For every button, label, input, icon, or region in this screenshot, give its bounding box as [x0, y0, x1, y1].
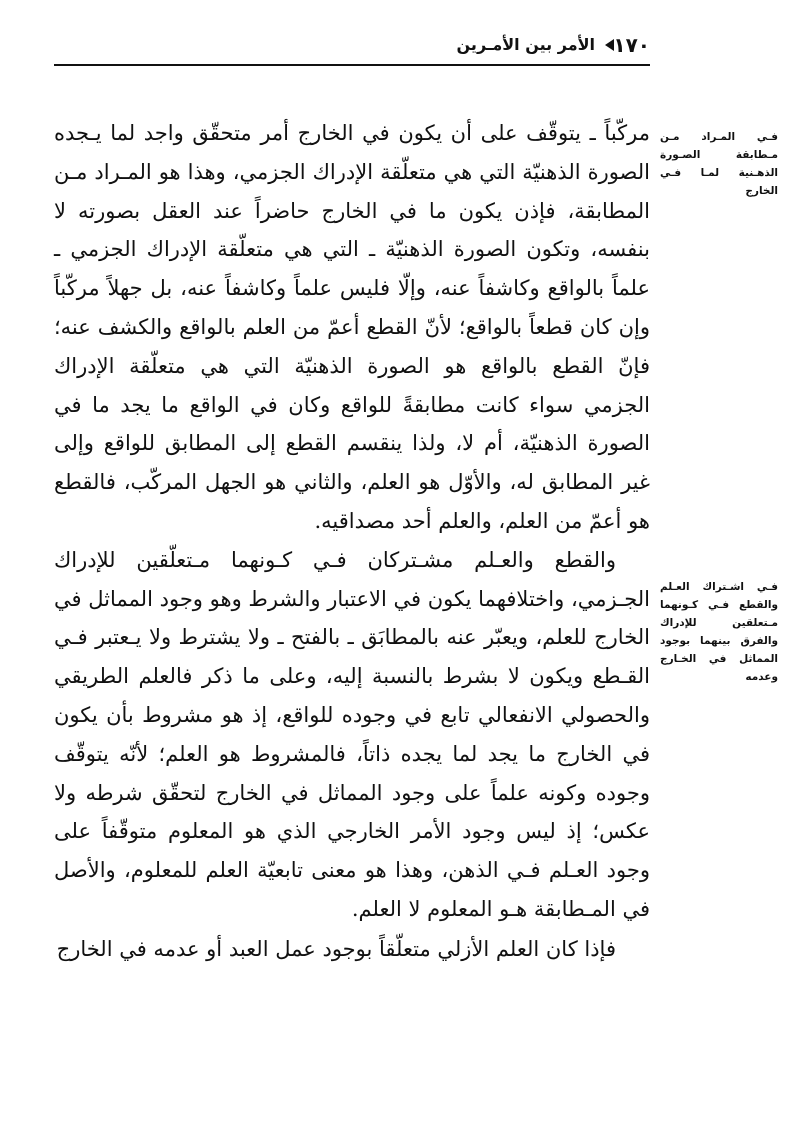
running-title: الأمر بين الأمـرين: [456, 35, 595, 54]
paragraph: مركّباً ـ يتوقّف على أن يكون في الخارج أمر متحقّق واجد لما يـجده الصورة الذهنيّة التي هي متعلّقة الإدراك الجزمي، وهذا هو المـراد مـن المطابقة، فإذن يكون ما في الخارج حاضراً عند العقل بصورته لا بنفسه، وتكون الصورة الذهنيّة ـ التي هي متعلّقة الإدراك الجزمي ـ علماً بالواقع وكاشفاً عنه، وإلّا فليس علماً وكاشفاً عنه، بل جهلاً مركّباً وإن كان قطعاً بالواقع؛ لأنّ القطع أعمّ من العلم بالواقع والكشف عنه؛ فإنّ القطع بالواقع هو الصورة الذهنيّة التي هي متعلّقة الإدراك الجزمي سواء كانت مطابقةً للواقع وكان في الواقع ما يجد ما في الصورة الذهنيّة، أم لا، ولذا ينقسم القطع إلى المطابق للواقع وإلى غير المطابق له، والأوّل هو العلم، والثاني هو الجهل المركّب، فالقطع هو أعمّ من العلم، والعلم أحد مصداقيه.: [54, 121, 650, 533]
page-header: [54, 30, 650, 66]
arrow-left-icon: [605, 39, 614, 51]
page-number: ١٧٠: [613, 33, 650, 57]
margin-note: فـي اشـتراك العـلم والقطع فـي كـونهما مـتعلقين للإدراك والفرق بينهما بوجود المماثل في الخـارج وعدمه: [660, 581, 778, 683]
paragraph: فإذا كان العلم الأزلي متعلّقاً بوجود عمل العبد أو عدمه في الخارج: [56, 936, 616, 961]
paragraph: والقطع والعـلم مشـتركان فـي كـونهما مـتعلّقين للإدراك الجـزمي، واختلافهما يكون في الاعتبار والشرط وهو وجود المماثل في الخارج للعلم، ويعبّر عنه بالمطابَق ـ بالفتح ـ ولا يشترط ولا يـعتبر فـي القـطع ويكون لا بشرط بالنسبة إليه، وعلى ما ذكر فالعلم الطريقي والحصولي الانفعالي تابع في وجوده للواقع، إذ هو مشروط بأن يكون في الخارج ما يجد لما يجده ذاتاً، فالمشروط هو العلم؛ لأنّه يتوقّف وجوده وكونه علماً على وجود المماثل في الخارج لتحقّق شرطه ولا عكس؛ إذ ليس وجود الأمر الخارجي الذي هو المعلوم متوقّفاً على وجود العـلم فـي الذهن، وهذا هو معنى تابعيّة العلم للمعلوم، والأصل في المـطابقة هـو المعلوم لا العلم.: [54, 547, 650, 921]
margin-note: فـي المـراد مـن مـطابقة الصـورة الذهـنية لمـا فـي الخارج: [660, 131, 778, 197]
main-text: [54, 114, 650, 969]
